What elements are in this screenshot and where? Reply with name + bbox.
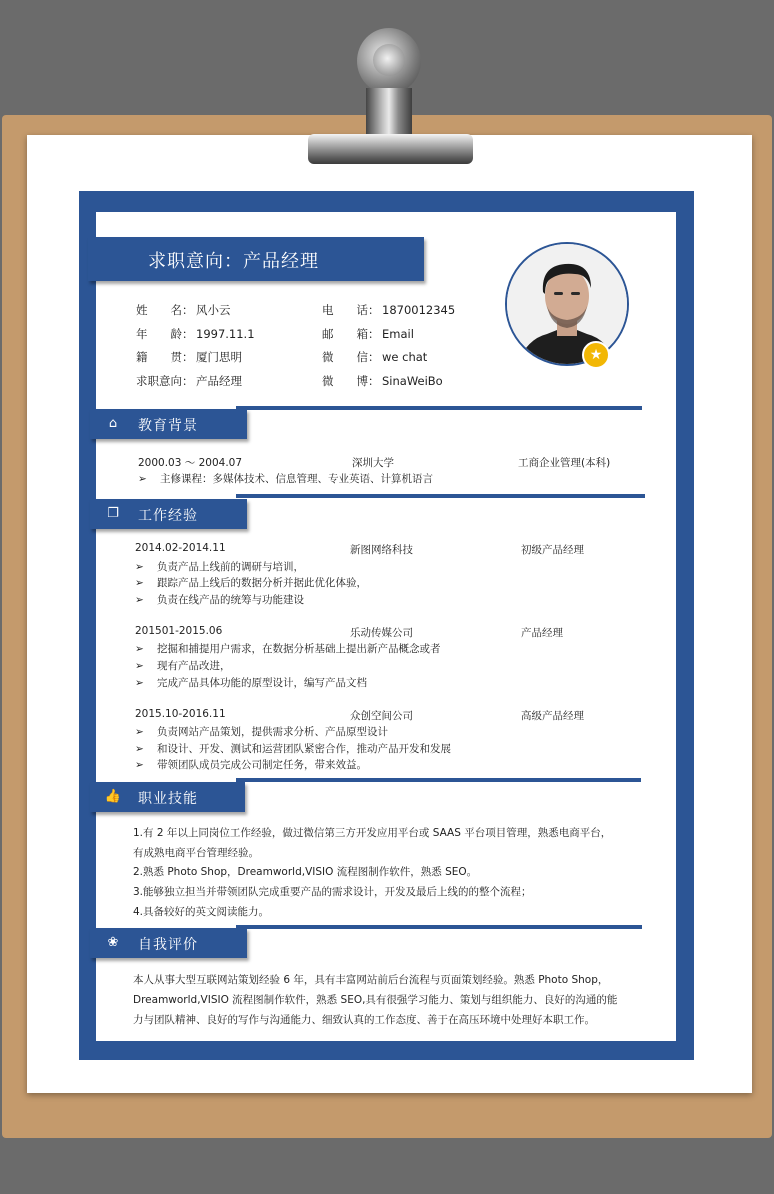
binder-clip-base [308, 134, 473, 164]
work-header: ❐ 工作经验 [90, 499, 247, 529]
info-objective: 求职意向： 产品经理 [136, 374, 242, 388]
work-1-item: ➢ 跟踪产品上线后的数据分析并据此优化体验， [135, 577, 367, 589]
work-3-item: ➢ 带领团队成员完成公司制定任务，带来效益。 [135, 759, 367, 771]
work-1-item: ➢ 负责在线产品的统筹与功能建设 [135, 594, 304, 606]
work-1-title: 初级产品经理 [521, 544, 584, 556]
avatar [505, 242, 629, 366]
portrait-image [507, 244, 627, 364]
work-3-item: ➢ 和设计、开发、测试和运营团队紧密合作，推动产品开发和发展 [135, 743, 451, 755]
binder-clip-neck [366, 88, 412, 138]
info-phone: 电 话： 1870012345 [322, 303, 456, 317]
work-3-company: 众创空间公司 [350, 710, 413, 722]
thumbs-up-icon: 👍 [104, 789, 122, 804]
self-rule [236, 925, 642, 929]
edu-school: 深圳大学 [352, 457, 394, 469]
skill-line: 1.有 2 年以上同岗位工作经验，做过微信第三方开发应用平台或 SAAS 平台项目管理，熟悉电商平台， [133, 827, 612, 839]
info-email: 邮 箱： Email [322, 327, 414, 341]
work-2-item: ➢ 完成产品具体功能的原型设计，编写产品文档 [135, 677, 367, 689]
self-line: 本人从事大型互联网站策划经验 6 年，具有丰富网站前后台流程与页面策划经验。熟悉 Photo Shop， [133, 974, 609, 986]
work-2-company: 乐动传媒公司 [350, 627, 413, 639]
work-2-period: 201501-2015.06 [135, 625, 223, 637]
binder-clip-ring-hole [373, 44, 405, 76]
skill-line: 有成熟电商平台管理经验。 [133, 847, 259, 859]
work-1-company: 新图网络科技 [350, 544, 413, 556]
skills-rule [236, 778, 641, 782]
info-name: 姓 名： 风小云 [136, 303, 231, 317]
work-3-title: 高级产品经理 [521, 710, 584, 722]
skills-header: 👍 职业技能 [90, 782, 245, 812]
edu-period: 2000.03 ～ 2004.07 [138, 457, 243, 469]
info-hometown: 籍 贯： 厦门思明 [136, 350, 242, 364]
edu-major: 工商企业管理(本科) [518, 457, 611, 469]
work-1-item: ➢ 负责产品上线前的调研与培训， [135, 561, 304, 573]
info-wechat: 微 信： we chat [322, 350, 428, 364]
skill-line: 2.熟悉 Photo Shop，Dreamworld,VISIO 流程图制作软件，熟悉 SEO。 [133, 866, 478, 878]
page-title: 求职意向：产品经理 [148, 251, 319, 272]
info-age: 年 龄： 1997.11.1 [136, 327, 255, 341]
self-header: ❀ 自我评价 [90, 928, 247, 958]
work-rule [236, 494, 645, 498]
skill-line: 4.具备较好的英文阅读能力。 [133, 906, 270, 918]
house-icon: ⌂ [108, 416, 118, 431]
work-3-item: ➢ 负责网站产品策划，提供需求分析、产品原型设计 [135, 726, 388, 738]
skill-line: 3.能够独立担当并带领团队完成重要产品的需求设计，开发及最后上线的的整个流程； [133, 886, 532, 898]
work-2-item: ➢ 挖掘和捕提用户需求，在数据分析基础上提出新产品概念或者 [135, 643, 441, 655]
clipboard-icon: ❐ [107, 506, 119, 521]
education-rule [236, 406, 642, 410]
education-header: ⌂ 教育背景 [90, 409, 247, 439]
edu-courses: ➢ 主修课程：多媒体技术、信息管理、专业英语、计算机语言 [138, 473, 433, 485]
work-2-title: 产品经理 [521, 627, 563, 639]
cherries-icon: ❀ [107, 935, 119, 950]
work-1-period: 2014.02-2014.11 [135, 542, 226, 554]
star-icon: ★ [582, 341, 610, 369]
job-objective-banner [88, 237, 424, 281]
self-line: 力与团队精神、良好的写作与沟通能力、细致认真的工作态度、善于在高压环境中处理好本职工作。 [133, 1014, 595, 1026]
work-3-period: 2015.10-2016.11 [135, 708, 226, 720]
work-2-item: ➢ 现有产品改进， [135, 660, 231, 672]
self-line: Dreamworld,VISIO 流程图制作软件，熟悉 SEO,具有很强学习能力、策划与组织能力、良好的沟通的能 [133, 994, 618, 1006]
info-weibo: 微 博： SinaWeiBo [322, 374, 443, 388]
